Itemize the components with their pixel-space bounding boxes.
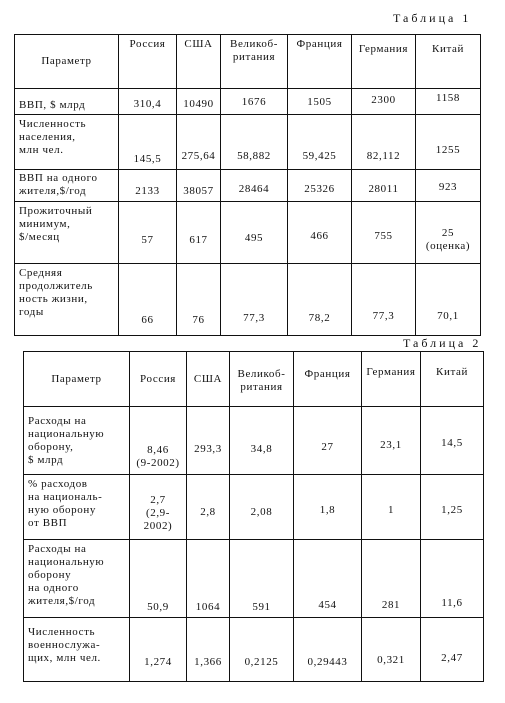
- table-cell: 59,425: [288, 115, 352, 170]
- table-cell: 25 (оценка): [416, 202, 481, 264]
- table-cell: 2,08: [230, 475, 294, 540]
- table2-caption: Таблица 2: [403, 336, 482, 350]
- table-cell: 1,366: [187, 618, 230, 682]
- table2-row-defense-share-label: % расходов на националь- ную оборону от ВВП: [24, 475, 130, 540]
- table2-row-personnel-label: Численность военнослужа- щих, млн чел.: [24, 618, 130, 682]
- table-row: [24, 475, 484, 540]
- table-cell: 27: [294, 407, 362, 475]
- table-cell: 281: [362, 540, 421, 618]
- table1-row-subsistence-label: Прожиточный минимум, $/месяц: [15, 202, 119, 264]
- table-row: [24, 618, 484, 682]
- table-cell: 77,3: [221, 264, 288, 336]
- table-cell: 76: [177, 264, 221, 336]
- table1-header-row: [15, 35, 481, 89]
- table1-row-gdp-per-capita-label: ВВП на одного жителя,$/год: [15, 170, 119, 202]
- table-cell: 50,9: [130, 540, 187, 618]
- table-cell: 82,112: [352, 115, 416, 170]
- table-cell: 1676: [221, 89, 288, 115]
- table2-col-france: Франция: [294, 352, 362, 407]
- table-cell: 70,1: [416, 264, 481, 336]
- table-cell: 755: [352, 202, 416, 264]
- table2-row-defense-spending-label: Расходы на национальную оборону, $ млрд: [24, 407, 130, 475]
- table-cell: 454: [294, 540, 362, 618]
- table-cell: 495: [221, 202, 288, 264]
- table-cell: 34,8: [230, 407, 294, 475]
- table-cell: 2,7 (2,9-2002): [130, 475, 187, 540]
- table1-col-uk: Великоб- ритания: [221, 35, 288, 89]
- table1-row-life-expectancy-label: Средняя продолжитель ность жизни, годы: [15, 264, 119, 336]
- table1: [14, 34, 481, 336]
- table-cell: 2,47: [421, 618, 484, 682]
- table2-col-uk: Великоб- ритания: [230, 352, 294, 407]
- table2-header-row: [24, 352, 484, 407]
- table-cell: 1,8: [294, 475, 362, 540]
- table-cell: 293,3: [187, 407, 230, 475]
- table-cell: 923: [416, 170, 481, 202]
- table2-col-germany: Германия: [362, 352, 421, 407]
- table-cell: 1505: [288, 89, 352, 115]
- table-row: [15, 89, 481, 115]
- table-cell: 1,274: [130, 618, 187, 682]
- table-row: [15, 264, 481, 336]
- table2-col-russia: Россия: [130, 352, 187, 407]
- table1-col-usa: США: [177, 35, 221, 89]
- table1-col-germany: Германия: [352, 35, 416, 89]
- table-cell: 1,25: [421, 475, 484, 540]
- table-cell: 0,321: [362, 618, 421, 682]
- table-row: [15, 170, 481, 202]
- table1-col-france: Франция: [288, 35, 352, 89]
- table-cell: 25326: [288, 170, 352, 202]
- table-row: [15, 202, 481, 264]
- table-cell: 58,882: [221, 115, 288, 170]
- table-cell: 78,2: [288, 264, 352, 336]
- table-cell: 2133: [119, 170, 177, 202]
- table2-col-china: Китай: [421, 352, 484, 407]
- table-cell: 57: [119, 202, 177, 264]
- table-cell: 11,6: [421, 540, 484, 618]
- table2: [23, 351, 484, 682]
- table1-col-param: Параметр: [15, 35, 119, 89]
- table2-col-usa: США: [187, 352, 230, 407]
- table-cell: 38057: [177, 170, 221, 202]
- table-cell: 2,8: [187, 475, 230, 540]
- table-cell: 591: [230, 540, 294, 618]
- table1-col-china: Китай: [416, 35, 481, 89]
- table-cell: 14,5: [421, 407, 484, 475]
- table-row: [15, 115, 481, 170]
- table-cell: 66: [119, 264, 177, 336]
- table-cell: 1255: [416, 115, 481, 170]
- table-row: [24, 540, 484, 618]
- table-cell: 10490: [177, 89, 221, 115]
- table-cell: 617: [177, 202, 221, 264]
- table2-col-param: Параметр: [24, 352, 130, 407]
- table1-caption: Таблица 1: [393, 11, 472, 25]
- table-cell: 0,29443: [294, 618, 362, 682]
- table-cell: 145,5: [119, 115, 177, 170]
- table2-row-defense-per-capita-label: Расходы на национальную оборону на одного жителя,$/год: [24, 540, 130, 618]
- table-cell: 2300: [352, 89, 416, 115]
- table-cell: 28011: [352, 170, 416, 202]
- table-cell: 275,64: [177, 115, 221, 170]
- table-cell: 1064: [187, 540, 230, 618]
- table-cell: 28464: [221, 170, 288, 202]
- table-cell: 310,4: [119, 89, 177, 115]
- table-row: [24, 407, 484, 475]
- table-cell: 466: [288, 202, 352, 264]
- table-cell: 8,46 (9-2002): [130, 407, 187, 475]
- table1-row-gdp-label: ВВП, $ млрд: [15, 89, 119, 115]
- table-cell: 23,1: [362, 407, 421, 475]
- table-cell: 1: [362, 475, 421, 540]
- table1-col-russia: Россия: [119, 35, 177, 89]
- table-cell: 1158: [416, 89, 481, 115]
- table1-row-population-label: Численность населения, млн чел.: [15, 115, 119, 170]
- table-cell: 0,2125: [230, 618, 294, 682]
- table-cell: 77,3: [352, 264, 416, 336]
